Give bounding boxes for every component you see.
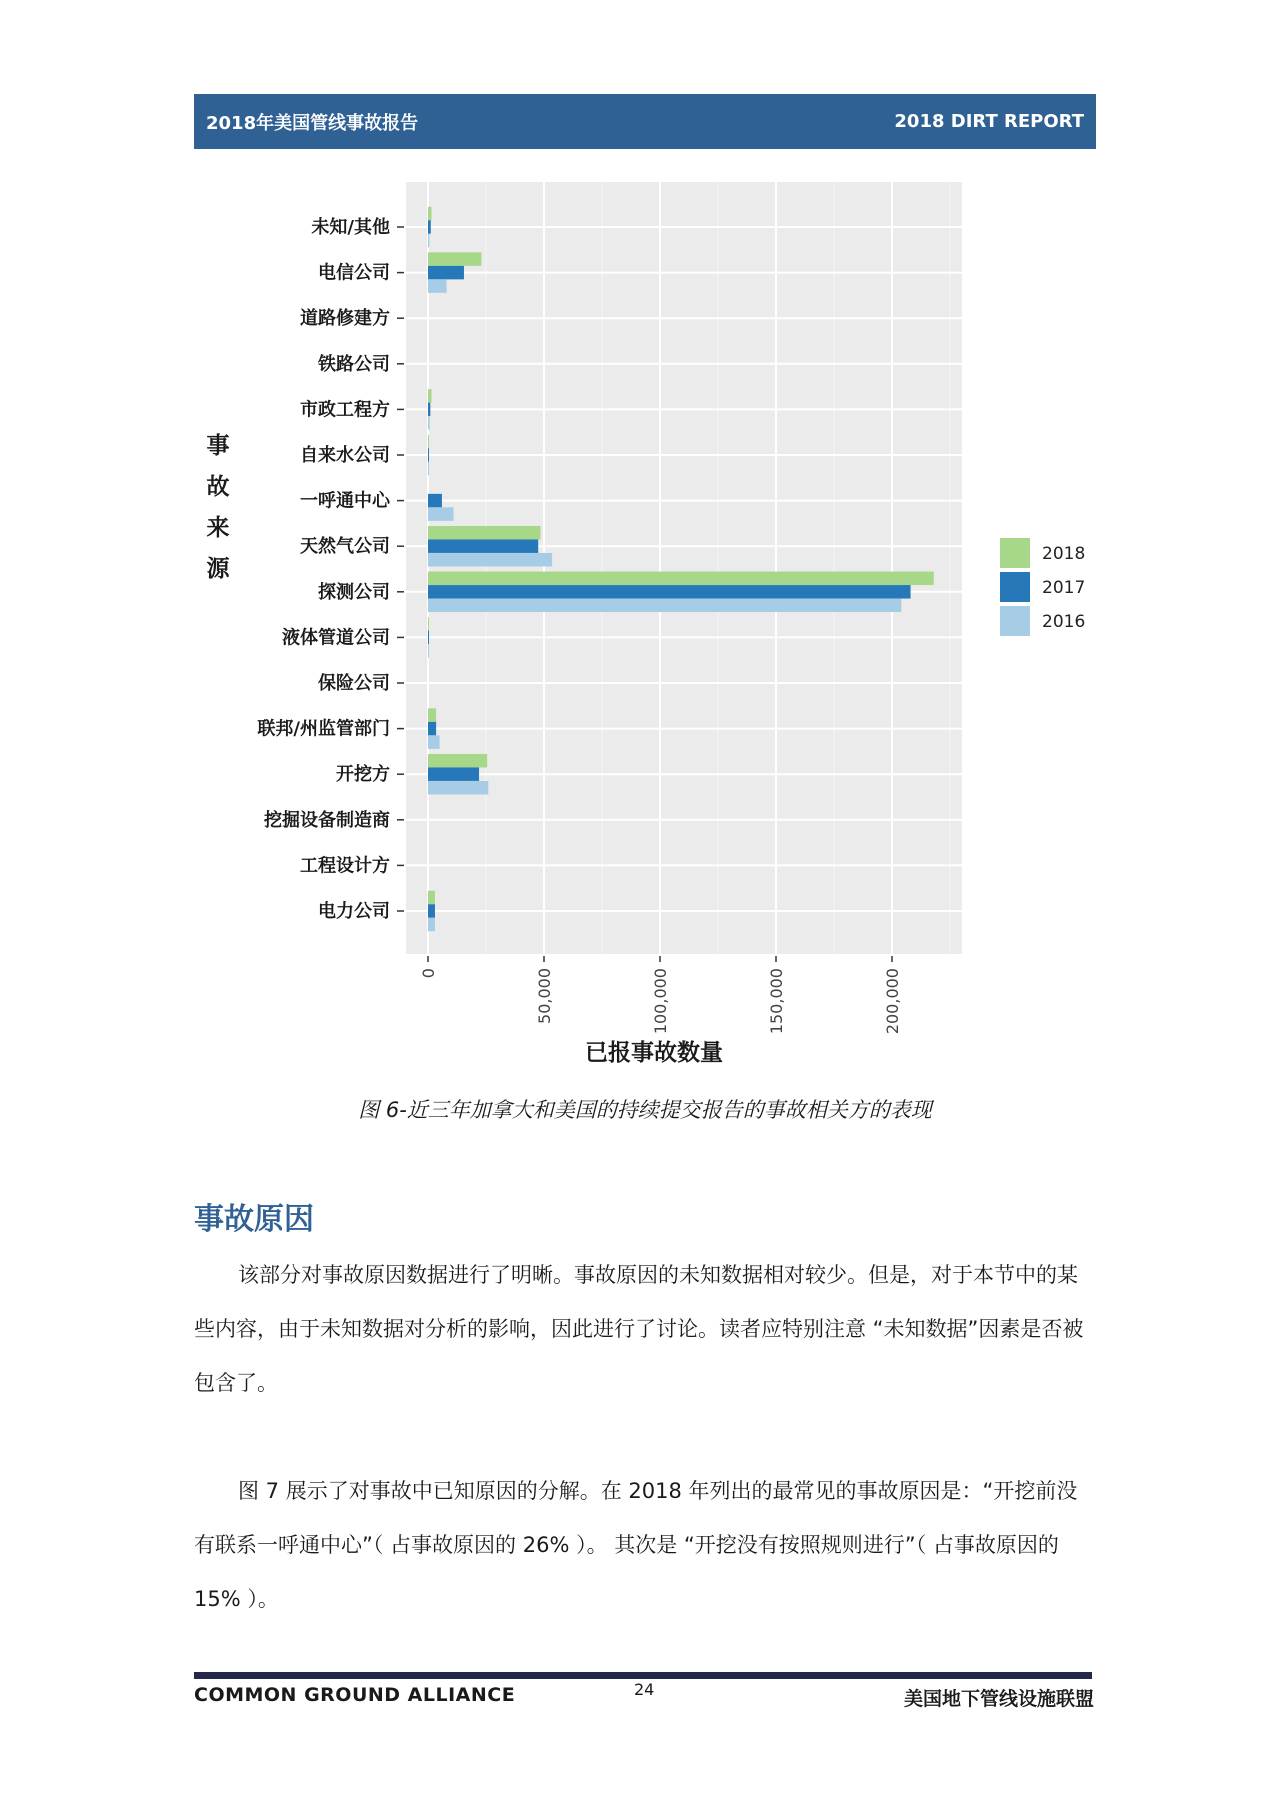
x-tick-label: 0 bbox=[419, 968, 438, 979]
category-label: 一呼通中心 bbox=[300, 490, 390, 512]
legend-label: 2018 bbox=[1042, 544, 1086, 564]
category-label: 工程设计方 bbox=[300, 855, 390, 877]
bar-2016-1 bbox=[428, 234, 429, 248]
bar-2017-12 bbox=[428, 722, 436, 736]
category-label: 保险公司 bbox=[318, 673, 390, 694]
bar-2017-2 bbox=[428, 266, 464, 280]
bar-2018-16 bbox=[428, 891, 435, 905]
bar-2016-5 bbox=[428, 416, 430, 430]
page-number: 24 bbox=[634, 1680, 655, 1699]
x-tick-label: 50,000 bbox=[535, 968, 554, 1024]
bar-2016-9 bbox=[428, 599, 901, 613]
category-label: 挖掘设备制造商 bbox=[264, 809, 390, 831]
paragraph-2: 图 7 展示了对事故中已知原因的分解。在 2018 年列出的最常见的事故原因是：“开挖前没有联系一呼通中心”（ 占事故原因的 26% ）。 其次是 “开挖没有按照规则进行”（ 占事故原因的 15% ）。 bbox=[194, 1479, 1078, 1611]
bar-2016-8 bbox=[428, 553, 552, 567]
bar-2017-16 bbox=[428, 904, 435, 918]
bar-2018-1 bbox=[428, 207, 431, 221]
x-tick-label: 200,000 bbox=[883, 968, 902, 1035]
bar-2018-9 bbox=[428, 572, 934, 586]
bar-2018-8 bbox=[428, 526, 541, 540]
bar-2018-12 bbox=[428, 708, 436, 722]
y-axis-title-char: 来 bbox=[206, 515, 230, 541]
bar-2016-7 bbox=[428, 507, 454, 520]
category-label: 未知/其他 bbox=[311, 217, 390, 238]
category-label: 液体管道公司 bbox=[282, 627, 390, 649]
bar-2017-7 bbox=[428, 494, 442, 508]
category-label: 探测公司 bbox=[318, 581, 390, 603]
bar-2016-16 bbox=[428, 918, 435, 932]
bar-2017-8 bbox=[428, 539, 538, 553]
y-axis-title-char: 源 bbox=[206, 556, 230, 582]
x-tick-label: 150,000 bbox=[767, 968, 786, 1035]
bar-2016-10 bbox=[428, 644, 429, 658]
bar-2016-12 bbox=[428, 735, 440, 749]
section-title: 事故原因 bbox=[194, 1202, 314, 1237]
header-title-en: 2018 DIRT REPORT bbox=[894, 111, 1084, 132]
legend-swatch-2018 bbox=[1000, 538, 1030, 568]
footer-org-en: COMMON GROUND ALLIANCE bbox=[194, 1684, 516, 1706]
category-label: 电力公司 bbox=[318, 901, 390, 922]
category-label: 铁路公司 bbox=[318, 353, 390, 375]
paragraph-1: 该部分对事故原因数据进行了明晰。事故原因的未知数据相对较少。但是，对于本节中的某些内容，由于未知数据对分析的影响，因此进行了讨论。读者应特别注意 “未知数据”因素是否被包含了。 bbox=[194, 1263, 1084, 1395]
category-label: 电信公司 bbox=[318, 262, 390, 284]
bar-2017-10 bbox=[428, 631, 429, 645]
x-tick-label: 100,000 bbox=[651, 968, 670, 1035]
category-label: 自来水公司 bbox=[300, 445, 390, 466]
bar-2017-5 bbox=[428, 403, 430, 417]
plot-panel bbox=[406, 182, 962, 954]
bar-2018-6 bbox=[428, 435, 429, 449]
y-axis-title-char: 故 bbox=[206, 474, 230, 500]
category-label: 开挖方 bbox=[336, 764, 390, 786]
bar-2017-6 bbox=[428, 448, 429, 462]
bar-2018-2 bbox=[428, 252, 481, 266]
bar-2017-13 bbox=[428, 767, 479, 781]
category-label: 市政工程方 bbox=[300, 399, 390, 421]
category-label: 联邦/州监管部门 bbox=[257, 718, 390, 740]
footer-org-cn: 美国地下管线设施联盟 bbox=[903, 1688, 1094, 1710]
category-label: 道路修建方 bbox=[300, 308, 390, 330]
header-title-cn: 2018年美国管线事故报告 bbox=[206, 112, 419, 134]
legend-swatch-2016 bbox=[1000, 606, 1030, 636]
bar-2018-13 bbox=[428, 754, 487, 768]
bar-chart bbox=[194, 170, 1096, 1090]
legend-label: 2017 bbox=[1042, 578, 1086, 598]
bar-2017-9 bbox=[428, 585, 911, 599]
bar-2018-10 bbox=[428, 617, 429, 631]
figure-caption: 图 6-近三年加拿大和美国的持续提交报告的事故相关方的表现 bbox=[358, 1098, 932, 1122]
bar-2017-1 bbox=[428, 220, 431, 234]
bar-2018-5 bbox=[428, 389, 431, 403]
footer-rule bbox=[194, 1672, 1092, 1679]
x-axis-title: 已报事故数量 bbox=[585, 1040, 723, 1066]
page-header bbox=[194, 94, 1096, 149]
bar-2016-6 bbox=[428, 462, 429, 476]
bar-2016-13 bbox=[428, 781, 488, 795]
category-label: 天然气公司 bbox=[300, 536, 390, 558]
legend-label: 2016 bbox=[1042, 612, 1086, 632]
chart-container bbox=[194, 170, 1096, 1090]
legend-swatch-2017 bbox=[1000, 572, 1030, 602]
y-axis-title-char: 事 bbox=[206, 433, 230, 459]
bar-2016-2 bbox=[428, 279, 447, 293]
